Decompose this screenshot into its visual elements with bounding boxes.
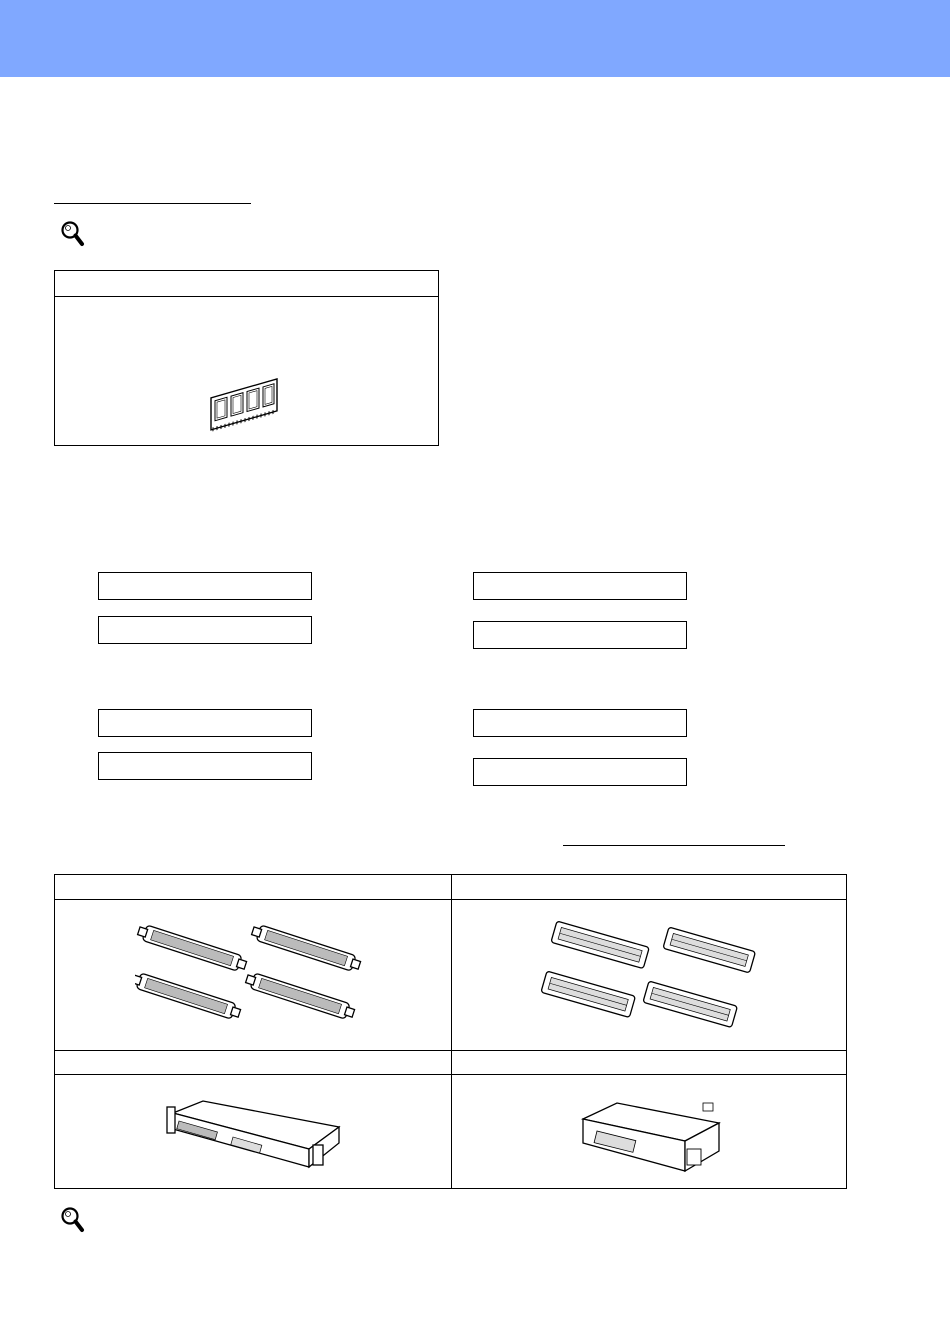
table-row-divider [55,1074,846,1075]
blank-field [473,621,687,649]
blank-field [98,616,312,644]
table-row-divider [55,899,846,900]
blank-field [473,709,687,737]
belt-unit-illustration [163,1097,343,1177]
consumables-table [54,874,847,1189]
table-column-divider [451,875,452,1188]
option-table [54,270,439,446]
header-band [0,0,950,77]
blank-field [98,752,312,780]
table-row-divider [55,1050,846,1051]
link-underline [563,845,785,846]
waste-toner-box-illustration [575,1097,725,1177]
section-heading-underline [54,203,251,204]
blank-field [98,572,312,600]
option-table-header [55,271,438,297]
magnifier-icon [60,220,86,248]
blank-field [473,758,687,786]
blank-field [473,572,687,600]
blank-field [98,709,312,737]
memory-module-illustration [207,371,287,441]
magnifier-icon [60,1206,86,1234]
toner-cartridges-illustration [135,915,375,1035]
drum-units-illustration [537,911,767,1035]
